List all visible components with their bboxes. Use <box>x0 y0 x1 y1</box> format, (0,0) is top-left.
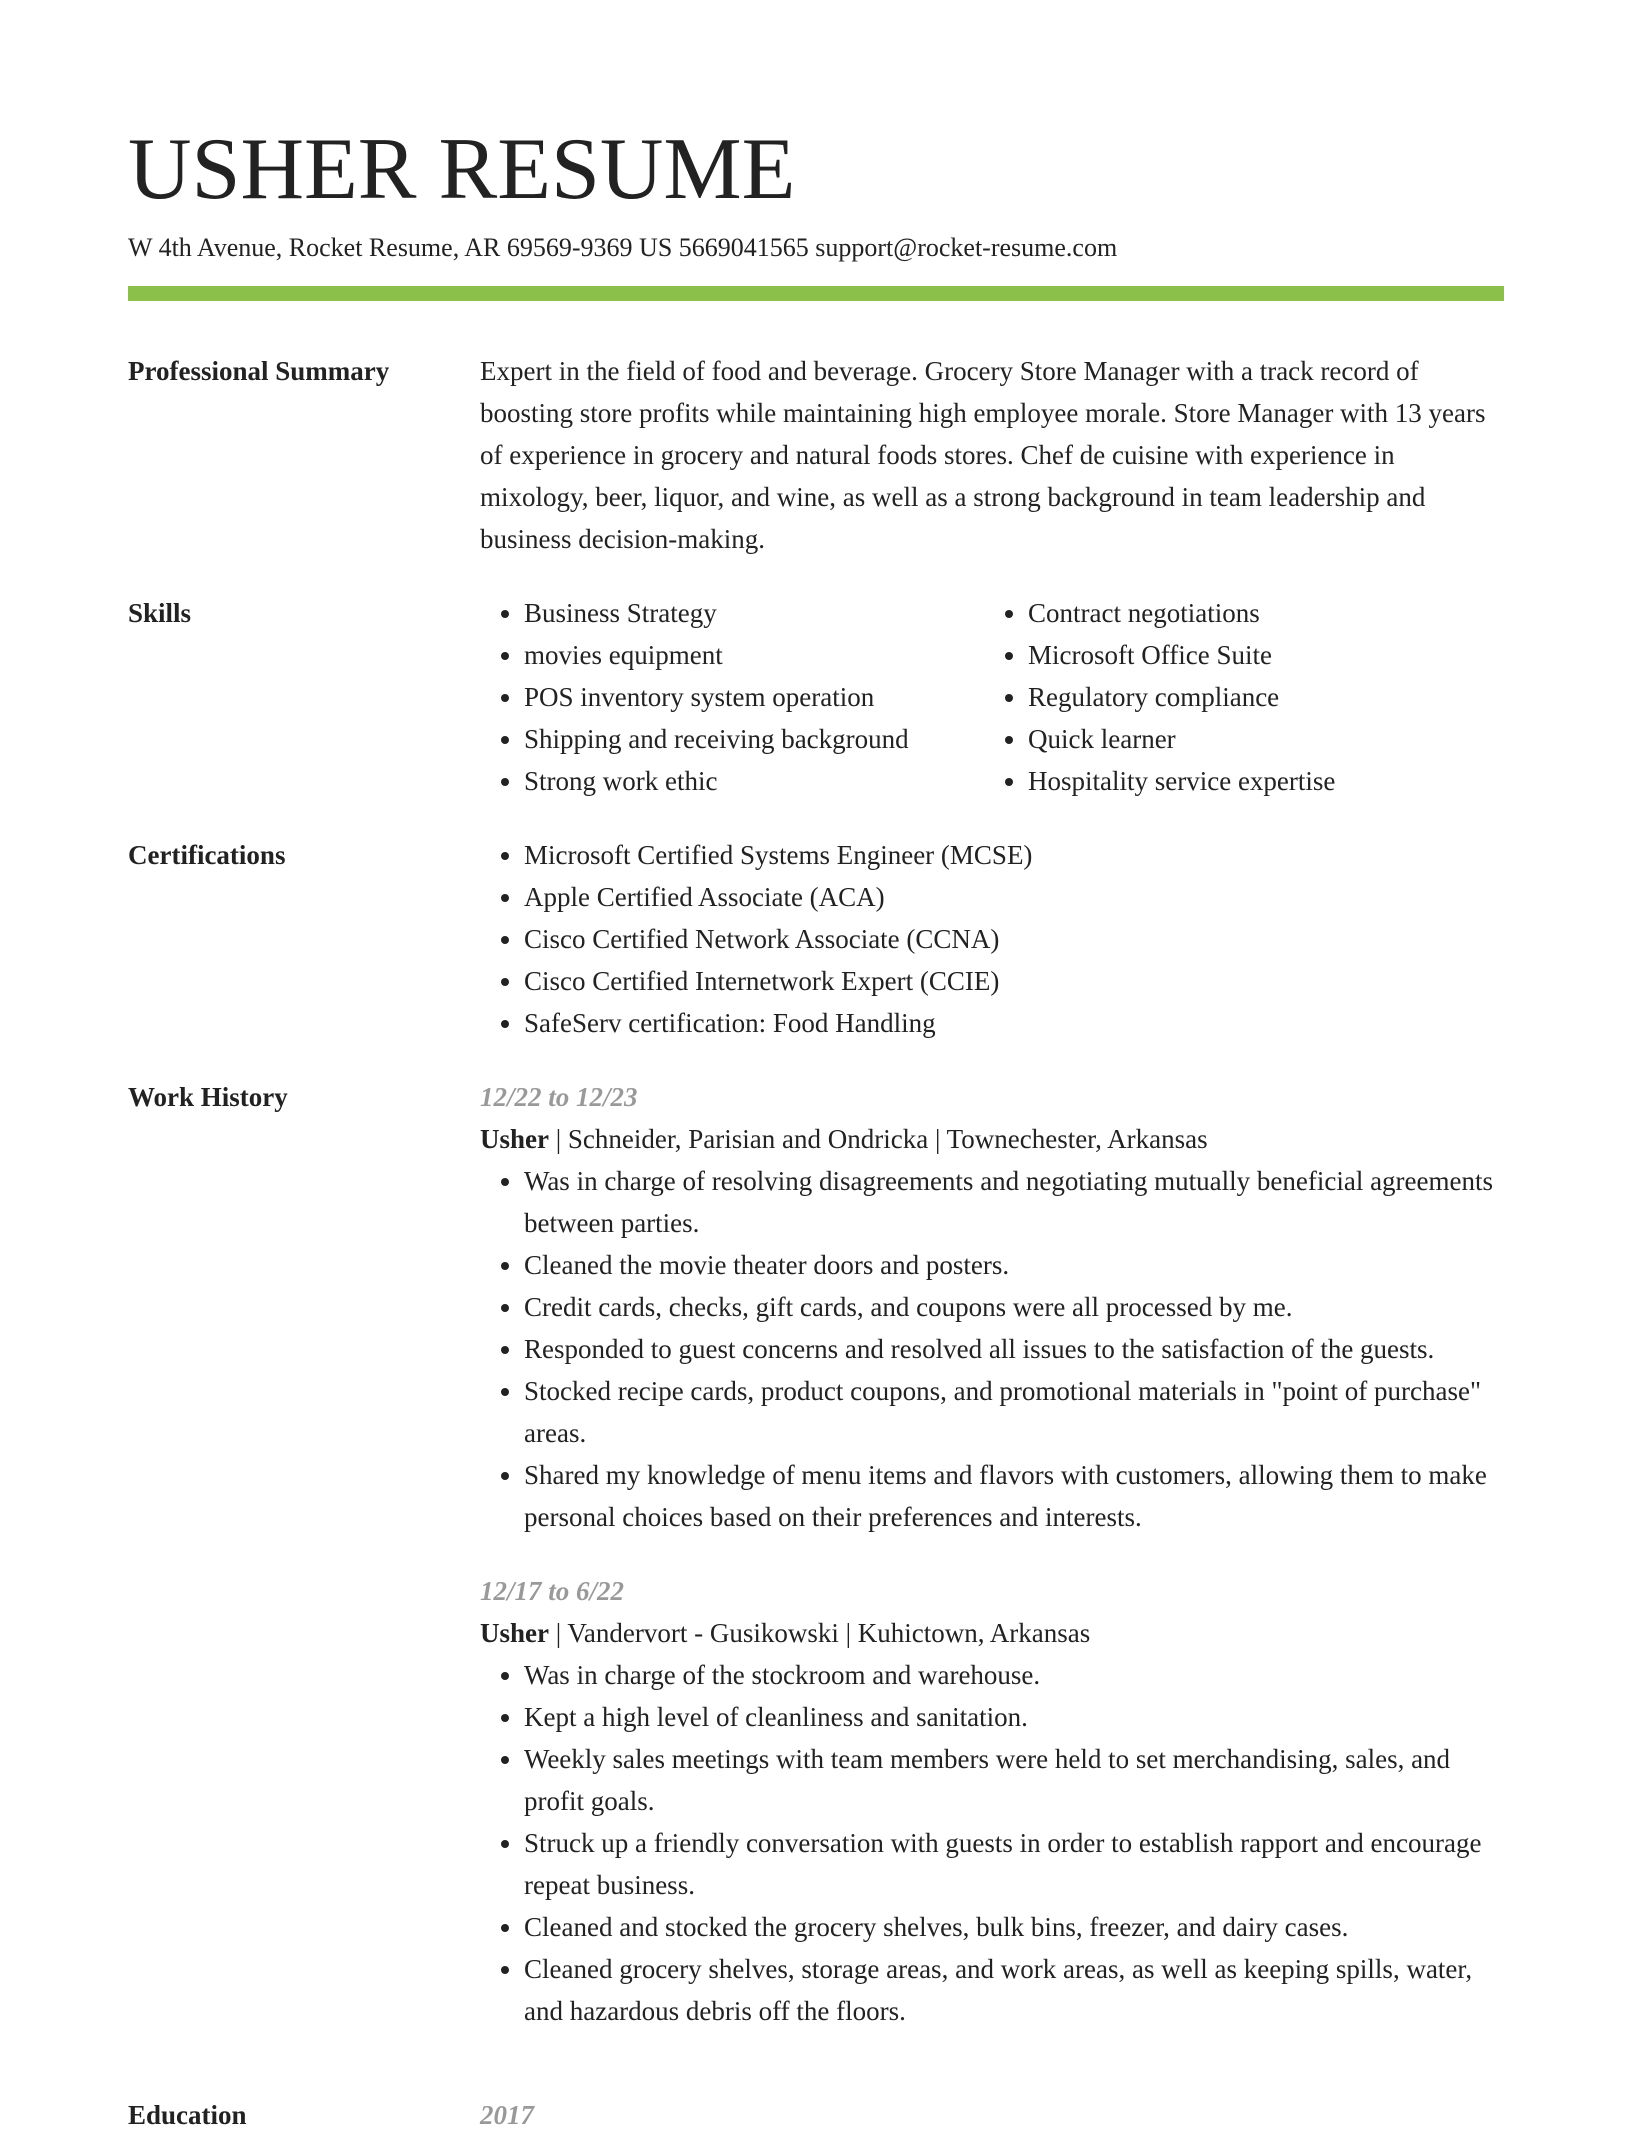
skill-item: • Quick learner <box>1028 718 1548 760</box>
education-dates: 2017 <box>480 2100 534 2130</box>
summary-content <box>480 350 1504 560</box>
contact-email: support@rocket-resume.com <box>815 233 1118 262</box>
skills-list-right <box>984 592 1548 802</box>
contact-address: W 4th Avenue, Rocket Resume, AR 69569-9369 US <box>128 233 673 262</box>
skills-content <box>480 592 1504 802</box>
job-entry <box>480 1570 1504 2032</box>
job-duty-item: • Struck up a friendly conversation with guests in order to establish rapport and encourage repeat business. <box>524 1822 1504 1906</box>
job-duty-item: • Cleaned and stocked the grocery shelves, bulk bins, freezer, and dairy cases. <box>524 1906 1504 1948</box>
summary-text: Expert in the field of food and beverage. Grocery Store Manager with a track record of boosting store profits while maintaining high employee morale. Store Manager with 13 years of experience in grocery and natural foods stores. Chef de cuisine with experience in mixology, beer, liquor, and wine, as well as a strong background in team leadership and business decision-making. <box>480 356 1486 554</box>
certification-item: • Cisco Certified Internetwork Expert (CCIE) <box>524 960 1504 1002</box>
skill-item: • Contract negotiations <box>1028 592 1548 634</box>
job-heading <box>480 1612 1504 1654</box>
job-duty-item: • Weekly sales meetings with team members were held to set merchandising, sales, and profit goals. <box>524 1738 1504 1822</box>
job-heading <box>480 1118 1504 1160</box>
certification-item: • Apple Certified Associate (ACA) <box>524 876 1504 918</box>
resume-title: USHER RESUME <box>128 121 796 218</box>
skills-list-left <box>480 592 1024 802</box>
job-details: | Schneider, Parisian and Ondricka | Townechester, Arkansas <box>549 1124 1208 1154</box>
job-duties-list <box>480 1160 1504 1538</box>
job-title: Usher <box>480 1618 549 1648</box>
job-details: | Vandervort - Gusikowski | Kuhictown, Arkansas <box>549 1618 1091 1648</box>
job-duty-item: • Credit cards, checks, gift cards, and coupons were all processed by me. <box>524 1286 1504 1328</box>
job-dates: 12/22 to 12/23 <box>480 1082 638 1112</box>
job-dates: 12/17 to 6/22 <box>480 1576 625 1606</box>
job-duties-list <box>480 1654 1504 2032</box>
certifications-content <box>480 834 1504 1044</box>
contact-phone: 5669041565 <box>678 233 809 262</box>
skill-item: • Strong work ethic <box>524 760 1024 802</box>
job-duty-item: • Cleaned grocery shelves, storage areas, and work areas, as well as keeping spills, water, and hazardous debris off the floors. <box>524 1948 1504 2032</box>
section-label-summary: Professional Summary <box>128 356 390 386</box>
section-label-skills: Skills <box>128 598 192 628</box>
work-history-content <box>480 1076 1504 2032</box>
resume-page <box>128 0 1504 2130</box>
job-duty-item: • Kept a high level of cleanliness and sanitation. <box>524 1696 1504 1738</box>
education-content <box>480 2094 1504 2136</box>
certifications-list <box>480 834 1504 1044</box>
job-duty-item: • Cleaned the movie theater doors and posters. <box>524 1244 1504 1286</box>
skill-item: • movies equipment <box>524 634 1024 676</box>
section-label-certifications: Certifications <box>128 840 286 870</box>
header-accent-rule <box>128 286 1504 301</box>
section-label-education: Education <box>128 2100 247 2130</box>
skill-item: • Hospitality service expertise <box>1028 760 1548 802</box>
job-duty-item: • Was in charge of resolving disagreements and negotiating mutually beneficial agreements between parties. <box>524 1160 1504 1244</box>
certification-item: • Microsoft Certified Systems Engineer (MCSE) <box>524 834 1504 876</box>
skill-item: • POS inventory system operation <box>524 676 1024 718</box>
job-duty-item: • Was in charge of the stockroom and warehouse. <box>524 1654 1504 1696</box>
job-entry <box>480 1076 1504 1538</box>
job-duty-item: • Shared my knowledge of menu items and flavors with customers, allowing them to make personal choices based on their preferences and interests. <box>524 1454 1504 1538</box>
skills-grid <box>480 592 1504 802</box>
job-duty-item: • Stocked recipe cards, product coupons, and promotional materials in "point of purchase" areas. <box>524 1370 1504 1454</box>
certification-item: • SafeServ certification: Food Handling <box>524 1002 1504 1044</box>
section-label-work-history: Work History <box>128 1082 288 1112</box>
job-duty-item: • Responded to guest concerns and resolved all issues to the satisfaction of the guests. <box>524 1328 1504 1370</box>
skill-item: • Microsoft Office Suite <box>1028 634 1548 676</box>
job-title: Usher <box>480 1124 549 1154</box>
skill-item: • Business Strategy <box>524 592 1024 634</box>
certification-item: • Cisco Certified Network Associate (CCNA) <box>524 918 1504 960</box>
contact-line <box>128 230 1117 266</box>
skill-item: • Regulatory compliance <box>1028 676 1548 718</box>
skill-item: • Shipping and receiving background <box>524 718 1024 760</box>
